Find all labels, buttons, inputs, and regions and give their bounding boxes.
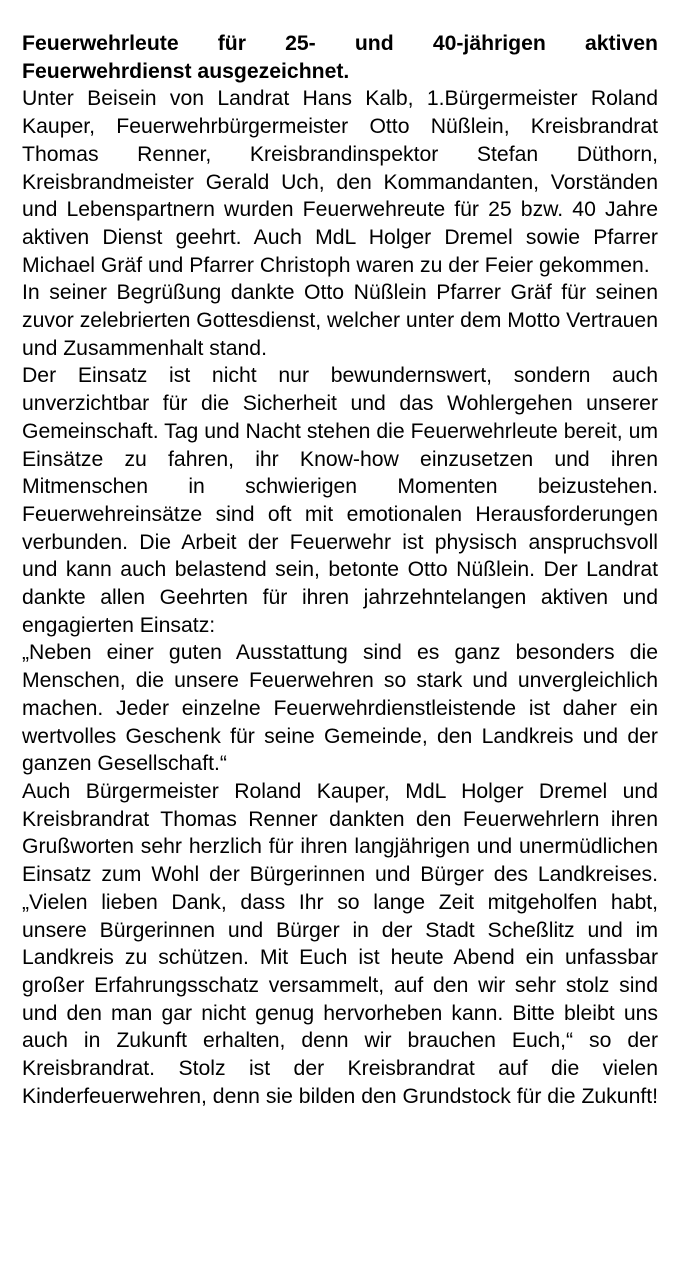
paragraph-attendees: Unter Beisein von Landrat Hans Kalb, 1.Bürgermeister Roland Kauper, Feuerwehrbürgermeister Otto Nüßlein, Kreisbrandrat Thomas Renner, Kreisbrandinspektor Stefan Düthorn, Kreisbrandmeister Gerald Uch, den Kommandanten, Vorständen und Lebenspartnern wurden Feuerwehreute für 25 bzw. 40 Jahre aktiven Dienst geehrt. Auch MdL Holger Dremel sowie Pfarrer Michael Gräf und Pfarrer Christoph waren zu der Feier gekommen. xyxy=(22,87,658,277)
article xyxy=(22,30,658,1110)
paragraph-closing-thanks: Auch Bürgermeister Roland Kauper, MdL Holger Dremel und Kreisbrandrat Thomas Renner dankten den Feuerwehrlern ihren Grußworten sehr herzlich für ihren langjährigen und unermüdlichen Einsatz zum Wohl der Bürgerinnen und Bürger des Landkreises. „Vielen lieben Dank, dass Ihr so lange Zeit mitgeholfen habt, unsere Bürgerinnen und Bürger in der Stadt Scheßlitz und im Landkreis zu schützen. Mit Euch ist heute Abend ein unfassbar großer Erfahrungsschatz versammelt, auf den wir sehr stolz sind und den man gar nicht genug hervorheben kann. Bitte bleibt uns auch in Zukunft erhalten, denn wir brauchen Euch,“ so der Kreisbrandrat. Stolz ist der Kreisbrandrat auf die vielen Kinderfeuerwehren, denn sie bilden den Grundstock für die Zukunft! xyxy=(22,779,659,1108)
paragraph-district-quote: „Neben einer guten Ausstattung sind es ganz besonders die Menschen, die unsere Feuerwehren so stark und unvergleichlich machen. Jeder einzelne Feuerwehrdienstleistende ist daher ein wertvolles Geschenk für seine Gemeinde, den Landkreis und der ganzen Gesellschaft.“ xyxy=(22,641,658,776)
article-headline: Feuerwehrleute für 25- und 40-jährigen aktiven Feuerwehrdienst ausgezeichnet. xyxy=(22,32,658,83)
paragraph-greeting: In seiner Begrüßung dankte Otto Nüßlein Pfarrer Gräf für seinen zuvor zelebrierten Gottesdienst, welcher unter dem Motto Vertrauen und Zusammenhalt stand. xyxy=(22,281,658,360)
paragraph-service-appreciation: Der Einsatz ist nicht nur bewundernswert, sondern auch unverzichtbar für die Sicherheit und das Wohlergehen unserer Gemeinschaft. Tag und Nacht stehen die Feuerwehrleute bereit, um Einsätze zu fahren, ihr Know-how einzusetzen und ihren Mitmenschen in schwierigen Momenten beizustehen. Feuerwehreinsätze sind oft mit emotionalen Herausforderungen verbunden. Die Arbeit der Feuerwehr ist physisch anspruchsvoll und kann auch belastend sein, betonte Otto Nüßlein. Der Landrat dankte allen Geehrten für ihren jahrzehntelangen aktiven und engagierten Einsatz: xyxy=(22,364,658,637)
